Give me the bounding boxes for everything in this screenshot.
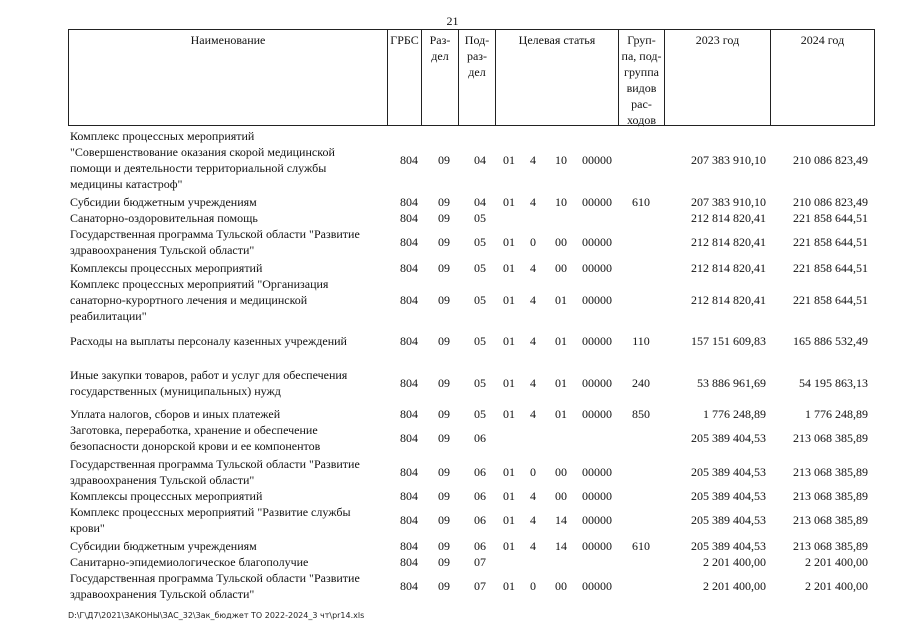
target-subprogram-cell: 10 (555, 153, 567, 167)
razdel-cell: 09 (438, 211, 450, 225)
row-name-cell: Комплексы процессных мероприятий (70, 261, 263, 275)
grbs-cell: 804 (400, 293, 418, 307)
grbs-cell: 804 (400, 465, 418, 479)
razdel-cell: 09 (438, 555, 450, 569)
target-direction-cell: 00000 (582, 334, 612, 348)
grbs-cell: 804 (400, 211, 418, 225)
amount-2024-cell: 213 068 385,89 (793, 539, 868, 553)
row-name-cell: Комплекс процессных мероприятий "Совершенствование оказания скорой медицинской помощи и деятельности территориальной службы медицины катастроф" (70, 129, 335, 191)
target-subprogram-cell: 00 (555, 489, 567, 503)
amount-2024-cell: 210 086 823,49 (793, 153, 868, 167)
amount-2024-cell: 165 886 532,49 (793, 334, 868, 348)
target-subprogram-cell: 01 (555, 293, 567, 307)
razdel-cell: 09 (438, 334, 450, 348)
target-program-cell: 01 (503, 195, 515, 209)
amount-2024-cell: 221 858 644,51 (793, 235, 868, 249)
header-group-text: Груп- па, под- группа видов рас- ходов (621, 33, 662, 127)
header-razdel-text: Раз- дел (429, 33, 451, 63)
target-type-cell: 0 (530, 235, 536, 249)
amount-2024-cell: 213 068 385,89 (793, 513, 868, 527)
target-program-cell: 01 (503, 235, 515, 249)
razdel-cell: 09 (438, 513, 450, 527)
razdel-cell: 09 (438, 195, 450, 209)
podrazdel-cell: 06 (474, 489, 486, 503)
expense-group-cell: 610 (632, 539, 650, 553)
grbs-cell: 804 (400, 555, 418, 569)
target-subprogram-cell: 01 (555, 376, 567, 390)
grbs-cell: 804 (400, 407, 418, 421)
target-type-cell: 4 (530, 261, 536, 275)
podrazdel-cell: 04 (474, 195, 486, 209)
header-2024 (770, 30, 874, 125)
page-number: 21 (446, 14, 459, 28)
target-direction-cell: 00000 (582, 489, 612, 503)
target-subprogram-cell: 00 (555, 261, 567, 275)
grbs-cell: 804 (400, 579, 418, 593)
amount-2023-cell: 212 814 820,41 (691, 261, 766, 275)
amount-2023-cell: 205 389 404,53 (691, 431, 766, 445)
amount-2023-cell: 212 814 820,41 (691, 211, 766, 225)
amount-2023-cell: 53 886 961,69 (697, 376, 766, 390)
razdel-cell: 09 (438, 407, 450, 421)
target-type-cell: 4 (530, 293, 536, 307)
header-2023-text: 2023 год (695, 33, 740, 47)
target-type-cell: 4 (530, 539, 536, 553)
target-direction-cell: 00000 (582, 235, 612, 249)
amount-2024-cell: 221 858 644,51 (793, 211, 868, 225)
podrazdel-cell: 05 (474, 261, 486, 275)
header-target (495, 30, 618, 125)
amount-2023-cell: 205 389 404,53 (691, 539, 766, 553)
grbs-cell: 804 (400, 153, 418, 167)
grbs-cell: 804 (400, 195, 418, 209)
amount-2023-cell: 207 383 910,10 (691, 153, 766, 167)
header-podrazdel-text: Под- раз- дел (464, 33, 490, 79)
amount-2024-cell: 213 068 385,89 (793, 465, 868, 479)
target-program-cell: 01 (503, 261, 515, 275)
target-program-cell: 01 (503, 334, 515, 348)
razdel-cell: 09 (438, 376, 450, 390)
target-type-cell: 4 (530, 376, 536, 390)
target-direction-cell: 00000 (582, 539, 612, 553)
target-subprogram-cell: 00 (555, 465, 567, 479)
target-type-cell: 4 (530, 489, 536, 503)
grbs-cell: 804 (400, 376, 418, 390)
target-subprogram-cell: 00 (555, 579, 567, 593)
target-program-cell: 01 (503, 153, 515, 167)
target-subprogram-cell: 14 (555, 513, 567, 527)
row-name-cell: Субсидии бюджетным учреждениям (70, 195, 257, 209)
razdel-cell: 09 (438, 235, 450, 249)
expense-group-cell: 240 (632, 376, 650, 390)
target-type-cell: 0 (530, 465, 536, 479)
target-direction-cell: 00000 (582, 465, 612, 479)
table-header (68, 29, 875, 126)
amount-2024-cell: 221 858 644,51 (793, 293, 868, 307)
target-program-cell: 01 (503, 465, 515, 479)
target-subprogram-cell: 00 (555, 235, 567, 249)
podrazdel-cell: 07 (474, 555, 486, 569)
podrazdel-cell: 05 (474, 376, 486, 390)
row-name-cell: Санаторно-оздоровительная помощь (70, 211, 258, 225)
grbs-cell: 804 (400, 489, 418, 503)
target-program-cell: 01 (503, 579, 515, 593)
amount-2024-cell: 221 858 644,51 (793, 261, 868, 275)
target-subprogram-cell: 01 (555, 407, 567, 421)
podrazdel-cell: 07 (474, 579, 486, 593)
target-type-cell: 4 (530, 407, 536, 421)
amount-2024-cell: 1 776 248,89 (805, 407, 868, 421)
amount-2024-cell: 2 201 400,00 (805, 579, 868, 593)
target-type-cell: 4 (530, 195, 536, 209)
razdel-cell: 09 (438, 261, 450, 275)
razdel-cell: 09 (438, 489, 450, 503)
podrazdel-cell: 06 (474, 513, 486, 527)
razdel-cell: 09 (438, 579, 450, 593)
podrazdel-cell: 05 (474, 334, 486, 348)
row-name-cell: Субсидии бюджетным учреждениям (70, 539, 257, 553)
expense-group-cell: 850 (632, 407, 650, 421)
header-target-text: Целевая статья (518, 33, 596, 47)
amount-2023-cell: 212 814 820,41 (691, 235, 766, 249)
target-direction-cell: 00000 (582, 153, 612, 167)
podrazdel-cell: 05 (474, 407, 486, 421)
amount-2024-cell: 210 086 823,49 (793, 195, 868, 209)
target-program-cell: 01 (503, 293, 515, 307)
target-direction-cell: 00000 (582, 195, 612, 209)
amount-2024-cell: 2 201 400,00 (805, 555, 868, 569)
row-name-cell: Государственная программа Тульской области "Развитие здравоохранения Тульской области" (70, 457, 360, 487)
header-name-text: Наименование (190, 33, 266, 47)
amount-2024-cell: 213 068 385,89 (793, 489, 868, 503)
target-type-cell: 4 (530, 513, 536, 527)
file-path-footer: D:\Г\Д7\2021\ЗАКОНЫ\ЗАС_32\Зак_бюджет ТО 2022-2024_3 чт\pr14.xls (68, 611, 365, 620)
amount-2023-cell: 205 389 404,53 (691, 513, 766, 527)
target-direction-cell: 00000 (582, 376, 612, 390)
amount-2024-cell: 213 068 385,89 (793, 431, 868, 445)
grbs-cell: 804 (400, 235, 418, 249)
target-direction-cell: 00000 (582, 579, 612, 593)
grbs-cell: 804 (400, 539, 418, 553)
amount-2023-cell: 205 389 404,53 (691, 489, 766, 503)
amount-2023-cell: 157 151 609,83 (691, 334, 766, 348)
header-2023 (664, 30, 770, 125)
podrazdel-cell: 04 (474, 153, 486, 167)
razdel-cell: 09 (438, 431, 450, 445)
row-name-cell: Комплекс процессных мероприятий "Развитие службы крови" (70, 505, 351, 535)
target-program-cell: 01 (503, 376, 515, 390)
amount-2023-cell: 1 776 248,89 (703, 407, 766, 421)
razdel-cell: 09 (438, 153, 450, 167)
row-name-cell: Санитарно-эпидемиологическое благополучие (70, 555, 309, 569)
amount-2023-cell: 212 814 820,41 (691, 293, 766, 307)
target-subprogram-cell: 14 (555, 539, 567, 553)
amount-2023-cell: 205 389 404,53 (691, 465, 766, 479)
header-grbs-text: ГРБС (390, 33, 419, 47)
target-subprogram-cell: 01 (555, 334, 567, 348)
expense-group-cell: 610 (632, 195, 650, 209)
header-group (618, 30, 664, 125)
target-subprogram-cell: 10 (555, 195, 567, 209)
target-program-cell: 01 (503, 489, 515, 503)
row-name-cell: Комплекс процессных мероприятий "Организация санаторно-курортного лечения и медицинской реабилитации" (70, 277, 329, 323)
grbs-cell: 804 (400, 513, 418, 527)
row-name-cell: Иные закупки товаров, работ и услуг для обеспечения государственных (муниципальных) нужд (70, 368, 348, 398)
expense-group-cell: 110 (632, 334, 650, 348)
podrazdel-cell: 05 (474, 293, 486, 307)
amount-2023-cell: 207 383 910,10 (691, 195, 766, 209)
podrazdel-cell: 06 (474, 431, 486, 445)
header-name (69, 30, 387, 125)
grbs-cell: 804 (400, 431, 418, 445)
target-program-cell: 01 (503, 407, 515, 421)
podrazdel-cell: 06 (474, 465, 486, 479)
target-direction-cell: 00000 (582, 513, 612, 527)
target-type-cell: 4 (530, 334, 536, 348)
razdel-cell: 09 (438, 293, 450, 307)
amount-2024-cell: 54 195 863,13 (799, 376, 868, 390)
row-name-cell: Расходы на выплаты персоналу казенных учреждений (70, 334, 347, 348)
grbs-cell: 804 (400, 261, 418, 275)
target-program-cell: 01 (503, 513, 515, 527)
target-type-cell: 0 (530, 579, 536, 593)
header-razdel (421, 30, 458, 125)
amount-2023-cell: 2 201 400,00 (703, 579, 766, 593)
grbs-cell: 804 (400, 334, 418, 348)
target-type-cell: 4 (530, 153, 536, 167)
header-grbs (387, 30, 421, 125)
target-program-cell: 01 (503, 539, 515, 553)
target-direction-cell: 00000 (582, 261, 612, 275)
target-direction-cell: 00000 (582, 407, 612, 421)
podrazdel-cell: 05 (474, 235, 486, 249)
row-name-cell: Государственная программа Тульской области "Развитие здравоохранения Тульской области" (70, 571, 360, 601)
target-direction-cell: 00000 (582, 293, 612, 307)
amount-2023-cell: 2 201 400,00 (703, 555, 766, 569)
podrazdel-cell: 06 (474, 539, 486, 553)
razdel-cell: 09 (438, 465, 450, 479)
row-name-cell: Уплата налогов, сборов и иных платежей (70, 407, 281, 421)
row-name-cell: Комплексы процессных мероприятий (70, 489, 263, 503)
header-podrazdel (458, 30, 495, 125)
row-name-cell: Заготовка, переработка, хранение и обеспечение безопасности донорской крови и ее компонентов (70, 423, 321, 453)
header-2024-text: 2024 год (800, 33, 845, 47)
row-name-cell: Государственная программа Тульской области "Развитие здравоохранения Тульской области" (70, 227, 360, 257)
razdel-cell: 09 (438, 539, 450, 553)
podrazdel-cell: 05 (474, 211, 486, 225)
